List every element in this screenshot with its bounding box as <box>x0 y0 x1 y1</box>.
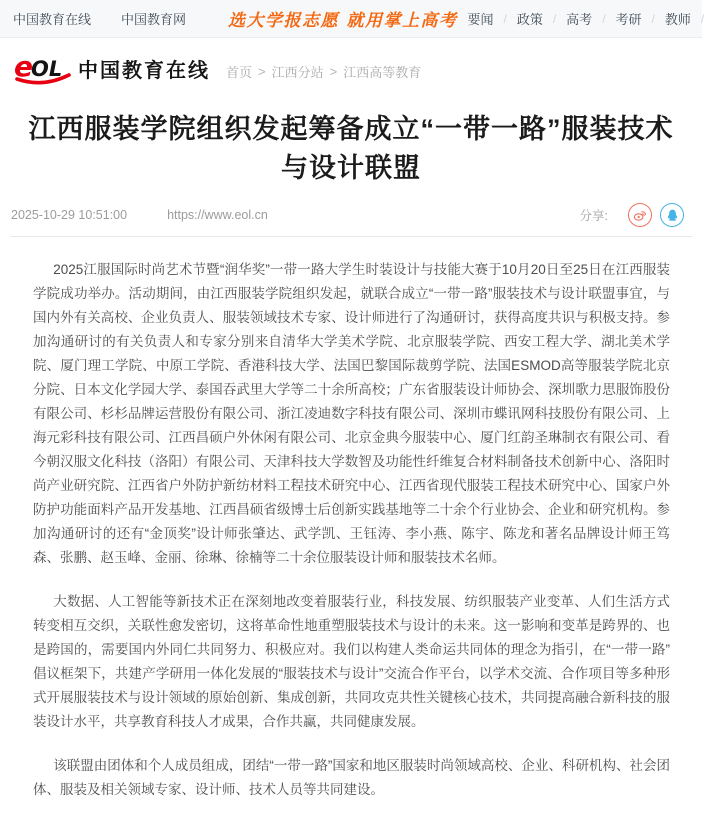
topbar-link-edu-net[interactable]: 中国教育网 <box>121 12 187 27</box>
article-meta <box>0 194 702 236</box>
nav-separator: / <box>503 11 507 26</box>
topbar-slogan-link[interactable]: 选大学报志愿 就用掌上高考 <box>228 11 458 31</box>
nav-item-jiaoshi[interactable]: 教师 <box>664 12 691 27</box>
nav-item-kaoyan[interactable]: 考研 <box>615 12 642 27</box>
nav-item-gaokao[interactable]: 高考 <box>566 12 593 27</box>
paragraph-1: 2025江服国际时尚艺术节暨“润华奖”一带一路大学生时装设计与技能大赛于10月20日至25日在江西服装学院成功举办。活动期间，由江西服装学院组织发起，就联合成立“一带一路”服装技术与设计联盟事宜，与国内外有关高校、企业负责人、服装领域技术专家、设计师进行了沟通研讨，获得高度共识与积极支持。参加沟通研讨的有关负责人和专家分别来自清华大学美术学院、北京服装学院、西安工程大学、湖北美术学院、厦门理工学院、中原工学院、香港科技大学、法国巴黎国际裁剪学院、法国ESMOD高等服装学院北京分院、日本文化学园大学、泰国吞武里大学等二十余所高校；广东省服装设计师协会、深圳歌力思服饰股份有限公司、杉杉品牌运营股份有限公司、浙江凌迪数字科技有限公司、深圳市蝶讯网科技股份有限公司、上海元彩科技有限公司、江西昌硕户外休闲有限公司、北京金典今服装中心、厦门红韵圣琳制衣有限公司、看今朝汉服文化科技（洛阳）有限公司、天津科技大学数智及功能性纤维复合材料制备技术创新中心、洛阳时尚产业研究院、江西省户外防护新纺材料工程技术研究中心、江西省现代服装工程技术研究中心、国家户外防护功能面料产品开发基地、江西昌硕省级博士后创新实践基地等二十余个行业协会、企业和研究机构。参加沟通研讨的还有“金顶奖”设计师张肇达、武学凯、王钰涛、李小燕、陈宇、陈龙和著名品牌设计师王笃森、张鹏、赵玉峰、金丽、徐琳、徐楠等二十余位服装设计师和服装技术名师。 <box>33 262 670 565</box>
topbar <box>0 0 702 38</box>
nav-item-zhengce[interactable]: 政策 <box>516 12 543 27</box>
nav-separator: / <box>651 11 655 26</box>
publish-date: 2025-10-29 10:51:00 <box>11 208 128 222</box>
eol-logo[interactable] <box>14 50 72 86</box>
share-qq-button[interactable] <box>660 203 684 227</box>
nav-separator: / <box>552 11 557 26</box>
nav-separator: / <box>700 11 704 26</box>
topbar-link-eol[interactable]: 中国教育在线 <box>13 12 92 27</box>
breadcrumb-home[interactable]: 首页 <box>226 64 253 80</box>
weibo-icon <box>632 207 648 223</box>
qq-icon <box>665 208 680 223</box>
svg-text:e: e <box>14 50 33 83</box>
breadcrumb-jiangxi-higher-ed[interactable]: 江西高等教育 <box>343 64 422 80</box>
breadcrumb-jiangxi-branch[interactable]: 江西分站 <box>271 64 324 80</box>
breadcrumb <box>226 62 421 81</box>
paragraph-2: 大数据、人工智能等新技术正在深刻地改变着服装行业，科技发展、纺织服装产业变革、人们生活方式转变相互交织，关联性愈发密切，这将革命性地重塑服装技术与设计的未来。这一影响和变革是跨界的、也是跨国的，需要国内外同仁共同努力、积极应对。我们以构建人类命运共同体的理念为指引，在“一带一路”倡议框架下，共建产学研用一体化发展的“服装技术与设计”交流合作平台，以学术交流、合作项目等多种形式开展服装技术与设计领域的原始创新、集成创新，共同攻克共性关键核心技术，共同提高融合新科技的服装设计水平，共享教育科技人才成果，合作共赢，共同健康发展。 <box>33 594 670 729</box>
nav-item-yaowen[interactable]: 要闻 <box>467 12 494 27</box>
breadcrumb-separator: > <box>329 63 338 79</box>
site-name[interactable]: 中国教育在线 <box>78 59 210 82</box>
share-label: 分享: <box>579 209 608 223</box>
topbar-nav <box>457 9 704 28</box>
source-url: https://www.eol.cn <box>167 208 268 222</box>
topbar-left <box>13 6 457 31</box>
article-body <box>0 237 702 812</box>
svg-text:OL: OL <box>31 57 63 81</box>
site-header <box>0 38 702 98</box>
paragraph-3: 该联盟由团体和个人成员组成，团结“一带一路”国家和地区服装时尚领域高校、企业、科研机构、社会团体、服装及相关领域专家、设计师、技术人员等共同建设。 <box>33 758 670 797</box>
breadcrumb-separator: > <box>258 63 266 79</box>
article-title: 江西服装学院组织发起筹备成立“一带一路”服装技术与设计联盟 <box>28 114 674 183</box>
share-weibo-button[interactable] <box>628 203 652 227</box>
eol-logo-icon <box>14 50 72 86</box>
nav-separator: / <box>602 11 606 26</box>
